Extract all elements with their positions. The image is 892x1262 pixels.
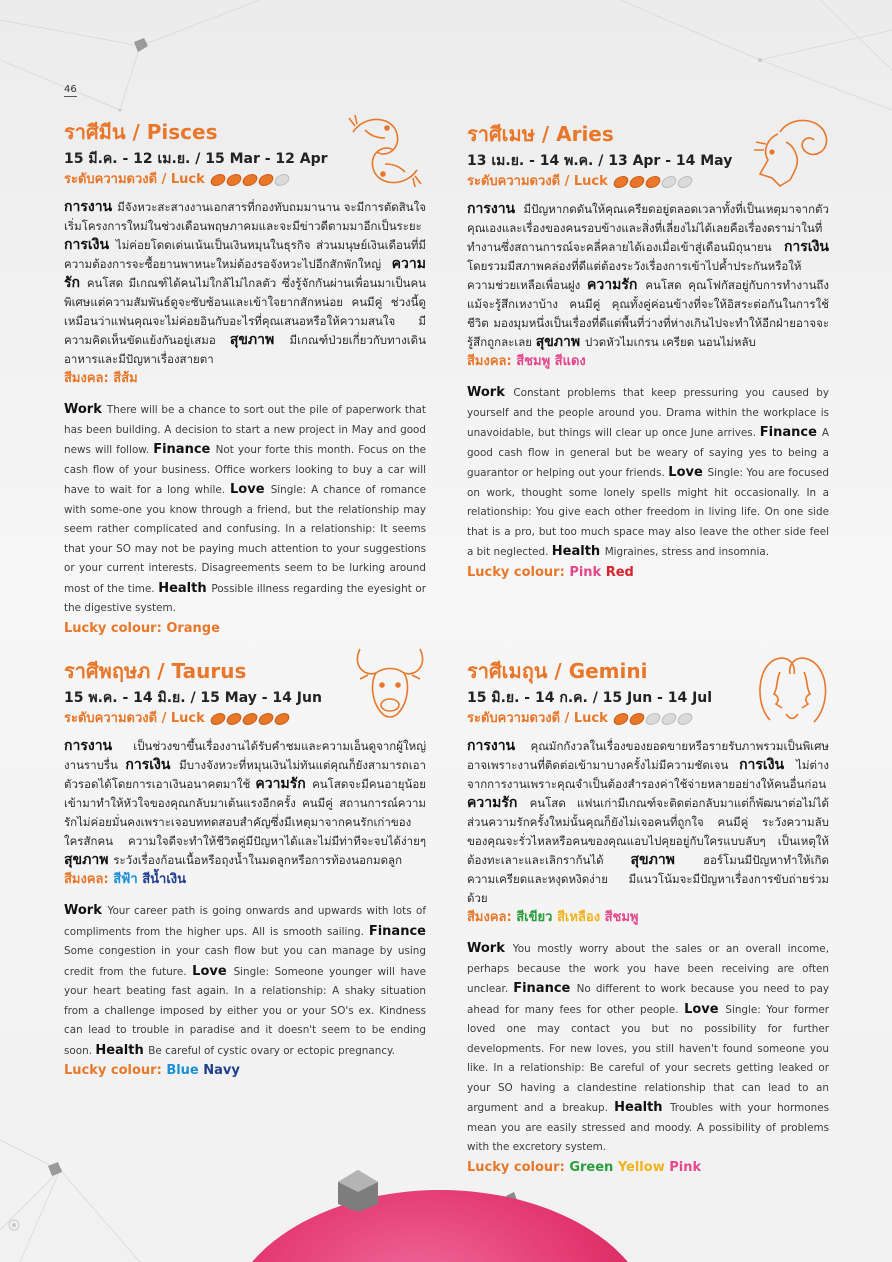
taurus-section <box>64 659 426 1081</box>
lucky-colour-english <box>64 619 426 639</box>
love-text: Single: You are focused on work, thought some lonely spells might hit occasionally. In a relationship: You give each other freedom in living life. On one side that is a pro, but too much space may also leave the other side feel a bit neglected. <box>467 467 829 558</box>
finance-text: Not your forte this month. Focus on the cash flow of your business. Office workers looking to buy a car will have to wait for a long while. <box>64 444 426 496</box>
finance-label: Finance <box>759 425 822 440</box>
finance-label: Finance <box>513 981 577 996</box>
lucky-value-pink: สีชมพู <box>604 910 639 925</box>
taurus-dates: 15 พ.ค. - 14 มิ.ย. / 15 May - 14 Jun <box>64 690 322 706</box>
health-label: Health <box>614 1100 670 1115</box>
love-label: Love <box>684 1001 726 1017</box>
finance-text: ไม่ค่อยโดดเด่นเน้นเป็นเงินหมุนในธุรกิจ ส่วนมนุษย์เงินเดือนที่มีความต้องการจะซื้อยานพาหนะใหม่ต้องรอจังหวะไปอีกสักพักใหญ่ <box>64 238 426 271</box>
taurus-thai-text <box>64 737 426 889</box>
health-text: ฮอร์โมนมีปัญหาทำให้เกิดความเครียดและหงุดหงิดง่าย มีแนวโน้มจะมีปัญหาเรื่องการขับถ่ายร่วมด้วย <box>467 853 829 905</box>
luck-filled-icon <box>225 174 243 186</box>
lucky-colour-thai <box>64 369 426 388</box>
aries-title: ราศีเมษ / Aries <box>467 122 614 146</box>
work-text: You mostly worry about the sales or an overall income, perhaps because the work you have been receiving are often unclear. <box>467 943 830 995</box>
taurus-title: ราศีพฤษภ / Taurus <box>64 659 247 683</box>
lucky-value: Orange <box>166 620 220 636</box>
luck-filled-icon <box>612 713 630 725</box>
finance-text: A good cash flow in general but be weary of saying yes to being a guarantor or helping out your friends. <box>467 427 829 479</box>
gemini-english-text <box>467 939 829 1178</box>
health-label: สุขภาพ <box>229 332 290 348</box>
luck-empty-icon <box>660 713 678 725</box>
luck-filled-icon <box>241 174 259 186</box>
luck-filled-icon <box>257 174 275 186</box>
love-label: ความรัก <box>587 277 646 293</box>
luck-filled-icon <box>628 176 646 188</box>
luck-label: ระดับความดวงดี / Luck <box>467 711 608 726</box>
aries-section <box>467 122 829 583</box>
finance-label: Finance <box>153 442 216 457</box>
love-label: ความรัก <box>64 256 426 291</box>
health-text: ปวดหัวไมเกรน เครียด นอนไม่หลับ <box>585 335 756 349</box>
love-label: ความรัก <box>467 795 530 811</box>
work-text: Constant problems that keep pressuring you caused by yourself and the people around you. Drama within the workplace is unavoidable, but things will clear up once June arrives. <box>467 387 830 439</box>
pisces-fish-icon <box>345 112 425 190</box>
love-text: คนโสดจะมีคนอายุน้อยเข้ามาทำให้หัวใจของคุณกลับมาเต้นแรงอีกครั้ง คนมีคู่ สถานการณ์ความรักไม่ค่อยมั่นคงเพราะเจอบททดสอบสำคัญซึ่งมีเหตุมาจากคนรักเก่าของใครสักคน ความใจดีจะทำให้ชีวิตคู่มีปัญหาได้และไม่มีท่าทีจะจบได้ง่ายๆ <box>64 777 426 848</box>
lucky-label: Lucky colour: <box>64 1063 167 1078</box>
love-text: คนโสด มีเกณฑ์ได้คนไม่ใกล้ไม่ไกลตัว ซึ่งรู้จักกันผ่านเพื่อนมาเป็นคนพิเศษแต่ความสัมพันธ์ดูจะซับซ้อนและเข้าใจยากสักหน่อย คนมีคู่ ช่วงนี้ดูเหมือนว่าแฟนคุณจะไม่ค่อยอินกับอะไรที่คุณเสนอหรือให้ความสนใจ มีความคิดเห็นขัดแย้งกันอยู่เสมอ <box>64 276 427 347</box>
work-label: Work <box>64 903 108 918</box>
pisces-section <box>64 120 426 639</box>
work-label: Work <box>64 402 107 417</box>
work-label: Work <box>467 941 513 956</box>
lucky-value: สีส้ม <box>113 371 138 386</box>
page-number: 46 <box>64 84 77 95</box>
work-text: เป็นช่วงขาขึ้นเรื่องงานได้รับคำชมและความเอ็นดูจากผู้ใหญ่ งานราบรื่น <box>64 739 426 772</box>
pisces-dates: 15 มี.ค. - 12 เม.ย. / 15 Mar - 12 Apr <box>64 151 328 167</box>
health-text: ระวังเรื่องก้อนเนื้อหรือถุงน้ำในมดลูกหรือการท้องนอกมดลูก <box>113 853 403 867</box>
luck-rating <box>211 174 289 186</box>
lucky-label: สีมงคล: <box>467 910 517 925</box>
luck-filled-icon <box>273 713 291 725</box>
health-text: มีเกณฑ์ป่วยเกี่ยวกับทางเดินอาหารและมีปัญหาเรื่องสายตา <box>64 333 426 366</box>
finance-label: การเงิน <box>783 239 829 255</box>
lucky-label: สีมงคล: <box>467 354 517 369</box>
work-label: Work <box>467 385 514 400</box>
health-label: สุขภาพ <box>64 852 114 868</box>
health-text: Possible illness regarding the eyesight or the digestive system. <box>64 582 426 614</box>
luck-filled-icon <box>257 713 275 725</box>
aries-english-text <box>467 383 829 583</box>
finance-text: No different to work because you need to pay ahead for many fees for other people. <box>467 983 829 1016</box>
luck-filled-icon <box>209 713 227 725</box>
luck-rating <box>614 713 692 725</box>
health-label: สุขภาพ <box>630 852 703 868</box>
health-label: Health <box>158 580 212 596</box>
love-text: Single: A chance of romance with some-one you know through a friend, but the relationship may seem rather complicated and confusing. In a relationship: It seems that your SO may not be paying much attention to your suggestions or your current interests. Disagreements seem to be lurking around most of the time. <box>64 484 426 595</box>
aries-dates: 13 เม.ย. - 14 พ.ค. / 13 Apr - 14 May <box>467 153 733 169</box>
luck-empty-icon <box>273 174 291 186</box>
lucky-value-pink: Pink <box>669 1159 702 1175</box>
lucky-colour-english <box>64 1061 426 1081</box>
love-text: Single: Your former loved one may contact you but no possibility for further developments. For new loves, you still haven't found someone you like. In a relationship: Be careful of your secrets getting leaked or your SO having a clandestine relationship that can lead to an argument and a breakup. <box>467 1003 829 1114</box>
lucky-colour-thai <box>64 870 426 889</box>
love-label: Love <box>230 482 271 497</box>
gemini-thai-text <box>467 737 829 927</box>
gemini-dates: 15 มิ.ย. - 14 ก.ค. / 15 Jun - 14 Jul <box>467 690 713 706</box>
luck-filled-icon <box>225 713 243 725</box>
lucky-value-navy: สีน้ำเงิน <box>142 872 187 887</box>
gemini-twins-icon <box>750 650 834 726</box>
lucky-value-pink: Pink <box>569 564 606 580</box>
lucky-label: สีมงคล: <box>64 872 114 887</box>
love-text: คนโสด แฟนเก่ามีเกณฑ์จะติดต่อกลับมาแต่ก็พัฒนาต่อไม่ได้ ส่วนความรักครั้งใหม่นั้นคุณก็ยังไม่เจอคนที่ถูกใจ คนมีคู่ ระวังความลับของคุณจะรั่วไหลหรือคนของคุณแอบไปคุยอยู่กับใครแบบลับๆ เป็นเหตุให้ต้องทะเลาะและเลิกราก้นได้ <box>467 796 829 867</box>
lucky-value-red: Red <box>605 564 634 580</box>
luck-label: ระดับความดวงดี / Luck <box>64 711 205 726</box>
luck-label: ระดับความดวงดี / Luck <box>467 174 608 189</box>
work-label: การงาน <box>467 201 524 217</box>
love-text: Single: Someone younger will have your heart beating fast again. In a relationship: A shaky situation from a challenge imposed by either you or your SO's ex. Kindness can lead to trouble in paradise and it doesn't seem to be ending soon. <box>64 965 426 1057</box>
health-label: สุขภาพ <box>535 334 585 350</box>
aries-thai-text <box>467 200 829 371</box>
gemini-section <box>467 659 829 1178</box>
luck-filled-icon <box>628 713 646 725</box>
lucky-value-sky: สีฟ้า <box>113 872 143 887</box>
luck-filled-icon <box>209 174 227 186</box>
love-text: คนโสด คุณโฟกัสอยู่กับการทำงานถึงแม้จะรู้สึกเหงาบ้าง คนมีคู่ คุณทั้งคู่ค่อนข้างที่จะให้อิสระต่อกันในการใช้ชีวิต มองมุมหนึ่งเป็นเรื่องที่ดีแต่พื้นที่ว่างที่ห่างเกินไปจะทำให้อีกฝ่ายอาจจะรู้สึกถูกละเลย <box>467 278 830 349</box>
health-label: Health <box>95 1042 149 1058</box>
aries-ram-icon <box>750 114 834 190</box>
gemini-title: ราศีเมถุน / Gemini <box>467 659 648 683</box>
work-label: การงาน <box>64 199 118 215</box>
luck-filled-icon <box>644 176 662 188</box>
luck-empty-icon <box>660 176 678 188</box>
lucky-colour-thai <box>467 352 829 371</box>
lucky-colour-thai <box>467 908 829 927</box>
lucky-value-green: Green <box>569 1159 618 1175</box>
luck-filled-icon <box>612 176 630 188</box>
finance-text: Some congestion in your cash flow but you can manage by using credit from the future. <box>64 945 426 978</box>
finance-label: การเงิน <box>739 757 797 773</box>
luck-rating <box>614 176 692 188</box>
health-text: Migraines, stress and insomnia. <box>604 546 770 558</box>
lucky-value-yellow: สีเหลือง <box>556 910 605 925</box>
love-label: Love <box>192 963 234 979</box>
work-text: มีปัญหากดดันให้คุณเครียดอยู่ตลอดเวลาทั้งที่เป็นเหตุมาจากตัวคุณเองและเรื่องของคนรอบข้างและสิ่งที่เลี่ยงไม่ได้เลยคือเรื่องดราม่าในที่ทำงานซึ่งสถานการณ์จะคลี่คลายได้เองเมื่อเข้าสู่เดือนมิถุนายน <box>467 202 829 254</box>
taurus-bull-icon <box>350 643 430 721</box>
finance-text: โดยรวมมีสภาพคล่องที่ดีแต่ต้องระวังเรื่องการเข้าไปค้ำประกันหรือให้ความช่วยเหลือเพื่อนฝูง <box>467 259 802 292</box>
lucky-value-blue: Blue <box>166 1063 204 1078</box>
finance-label: Finance <box>368 923 426 939</box>
work-text: Your career path is going onwards and upwards with lots of compliments from the higher ups. All is smooth sailing. <box>64 905 427 938</box>
lucky-label: Lucky colour: <box>64 620 167 636</box>
lucky-value-navy: Navy <box>203 1063 240 1078</box>
work-label: การงาน <box>64 738 134 754</box>
health-label: Health <box>551 544 605 559</box>
work-text: There will be a chance to sort out the pile of paperwork that has been building. A decision to start a new project in May and good news will follow. <box>64 404 426 456</box>
love-label: ความรัก <box>255 776 313 792</box>
lucky-label: สีมงคล: <box>64 371 114 386</box>
work-label: การงาน <box>467 738 531 754</box>
finance-label: การเงิน <box>125 757 180 773</box>
love-label: Love <box>668 465 708 480</box>
pisces-english-text <box>64 400 426 639</box>
finance-text: มีบางจังหวะที่หมุนเงินไม่ทันแต่คุณก็ยังสามารถเอาตัวรอดได้โดยการเอาเงินอนาคตมาใช้ <box>64 758 426 791</box>
pisces-thai-text <box>64 198 426 388</box>
work-text: มีจังหวะสะสางงานเอกสารที่กองทับถมมานาน จะมีการตัดสินใจเริ่มโครงการใหม่ในช่วงเดือนพฤษภาคมและจะมีข่าวดีตามมาอีกเป็นระยะ <box>64 200 427 233</box>
finance-text: ไม่ต่างจากการงานเพราะคุณจำเป็นต้องสำรองค่าใช้จ่ายหลายอย่างให้คนอื่นก่อน <box>467 758 829 791</box>
luck-rating <box>211 713 289 725</box>
lucky-value-green: สีเขียว <box>516 910 557 925</box>
lucky-label: Lucky colour: <box>467 564 570 580</box>
luck-label: ระดับความดวงดี / Luck <box>64 172 205 187</box>
finance-label: การเงิน <box>64 237 116 253</box>
taurus-english-text <box>64 901 426 1081</box>
lucky-value: สีชมพู สีแดง <box>516 354 586 369</box>
health-text: Be careful of cystic ovary or ectopic pregnancy. <box>148 1044 396 1057</box>
luck-filled-icon <box>241 713 259 725</box>
luck-empty-icon <box>676 176 694 188</box>
work-text: คุณมักกังวลในเรื่องของยอดขายหรือรายรับภาพรวมเป็นพิเศษอาจเพราะงานที่ติดต่อเข้ามาบางครั้งไม่มีความชัดเจน <box>467 739 829 772</box>
lucky-label: Lucky colour: <box>467 1159 570 1175</box>
luck-empty-icon <box>644 713 662 725</box>
lucky-colour-english <box>467 563 829 583</box>
lucky-value-yellow: Yellow <box>617 1159 670 1175</box>
health-text: Troubles with your hormones mean you are easily stressed and moody. A possibility of problems with the excretory system. <box>467 1102 829 1153</box>
pisces-title: ราศีมีน / Pisces <box>64 120 218 144</box>
luck-empty-icon <box>676 713 694 725</box>
lucky-colour-english <box>467 1158 829 1178</box>
